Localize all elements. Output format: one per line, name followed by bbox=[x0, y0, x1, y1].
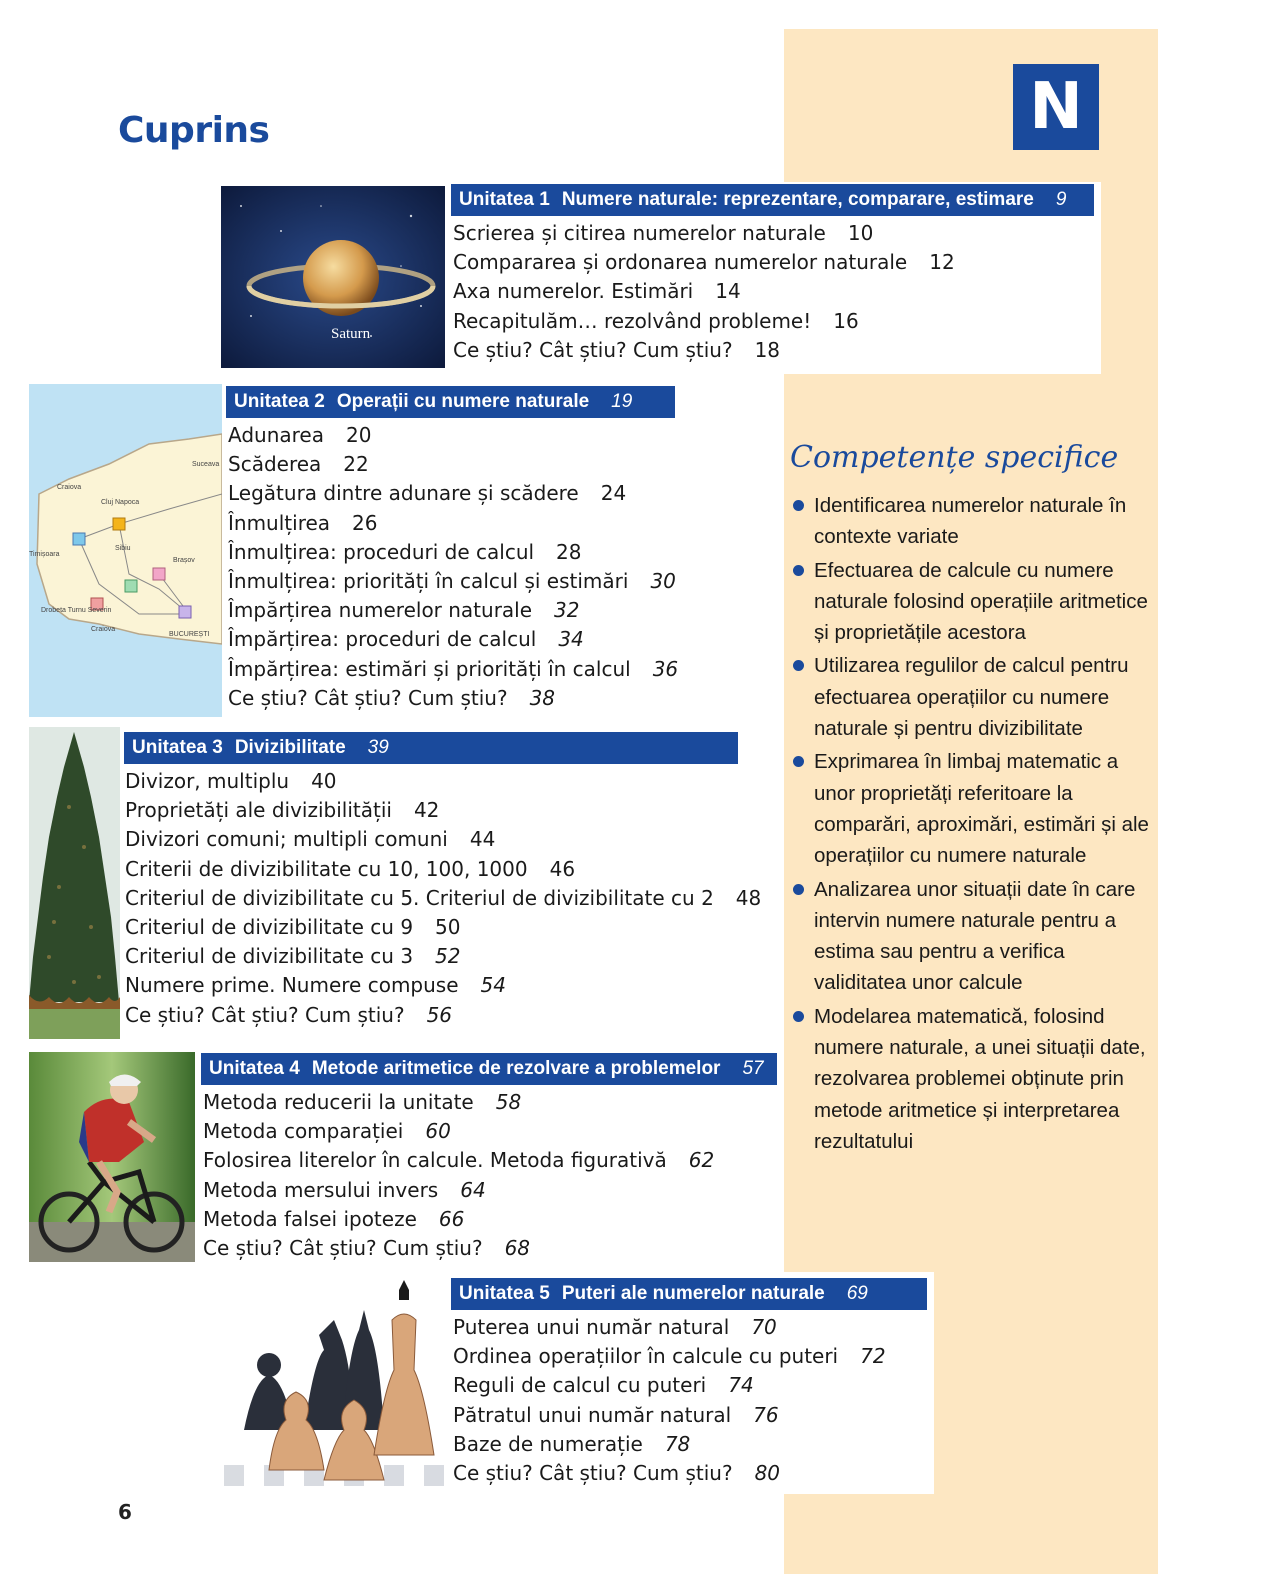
unit-1-label: Unitatea 1 bbox=[459, 189, 550, 210]
list-item: Înmulțirea: priorități în calcul și estimări 30 bbox=[228, 568, 676, 593]
map-label: Brașov bbox=[173, 557, 195, 564]
list-item: Efectuarea de calcule cu numere naturale folosind operațiile aritmetice și proprietățile acestora bbox=[790, 555, 1150, 649]
unit-5-title: Puteri ale numerelor naturale bbox=[561, 1283, 825, 1304]
list-item: Ce știu? Cât știu? Cum știu? 56 bbox=[125, 1002, 453, 1027]
list-item: Împărțirea numerelor naturale 32 bbox=[228, 598, 580, 623]
list-item: Recapitulăm… rezolvând probleme! 16 bbox=[453, 308, 859, 333]
unit-4-label: Unitatea 4 bbox=[209, 1058, 300, 1079]
list-item: Metoda reducerii la unitate 58 bbox=[203, 1090, 522, 1114]
list-item: Metoda mersului invers 64 bbox=[203, 1177, 486, 1202]
unit-5-header bbox=[451, 1278, 927, 1310]
page-title: Cuprins bbox=[118, 110, 270, 151]
list-item: Folosirea literelor în calcule. Metoda figurativă 62 bbox=[203, 1148, 715, 1173]
list-item: Împărțirea: proceduri de calcul 34 bbox=[228, 627, 584, 652]
bullet-icon bbox=[793, 1011, 804, 1022]
list-item: Baze de numerație 78 bbox=[453, 1431, 691, 1456]
list-item: Adunarea 20 bbox=[228, 423, 372, 447]
list-item: Divizor, multiplu 40 bbox=[125, 769, 337, 793]
unit-2-title: Operații cu numere naturale bbox=[336, 391, 590, 412]
map-label: BUCUREȘTI bbox=[169, 631, 210, 638]
list-item: Ordinea operațiilor în calcule cu puteri 72 bbox=[453, 1344, 886, 1369]
unit-4-header bbox=[201, 1053, 777, 1085]
list-item: Înmulțirea 26 bbox=[228, 510, 378, 535]
list-item: Exprimarea în limbaj matematic a unor proprietăți referitoare la comparări, aproximări, estimări și ale operațiilor cu numere naturale bbox=[790, 746, 1150, 871]
cyclist-image bbox=[29, 1052, 195, 1262]
unit-3-title: Divizibilitate bbox=[234, 737, 346, 758]
chess-pieces-image bbox=[224, 1280, 447, 1486]
unit-1-lessons bbox=[453, 219, 955, 365]
unit-5-lessons bbox=[453, 1313, 886, 1488]
list-item: Împărțirea: estimări și priorități în calcul 36 bbox=[228, 656, 679, 681]
unit-2-label: Unitatea 2 bbox=[234, 391, 325, 412]
page-number: 6 bbox=[118, 1500, 132, 1524]
list-item: Criterii de divizibilitate cu 10, 100, 1000 46 bbox=[125, 856, 576, 881]
unit-2-page: 19 bbox=[611, 391, 633, 412]
list-item: Metoda falsei ipoteze 66 bbox=[203, 1206, 465, 1231]
list-item: Scrierea și citirea numerelor naturale 10 bbox=[453, 221, 874, 245]
unit-3-lessons bbox=[125, 767, 761, 1030]
list-item: Legătura dintre adunare și scădere 24 bbox=[228, 481, 627, 506]
list-item: Utilizarea regulilor de calcul pentru efectuarea operațiilor cu numere naturale și pentru divizibilitate bbox=[790, 650, 1150, 744]
unit-3-header bbox=[124, 732, 738, 764]
list-item: Analizarea unor situații date în care intervin numere naturale pentru a estima sau pentru a verifica validitatea unor calcule bbox=[790, 874, 1150, 999]
map-label: Craiova bbox=[91, 626, 116, 633]
list-item: Criteriul de divizibilitate cu 3 52 bbox=[125, 944, 461, 969]
list-item: Metoda comparației 60 bbox=[203, 1119, 451, 1144]
list-item: Scăderea 22 bbox=[228, 452, 369, 477]
map-label: Drobeta Turnu Severin bbox=[41, 607, 112, 614]
unit-1-title: Numere naturale: reprezentare, comparare, estimare bbox=[561, 189, 1034, 210]
list-item: Ce știu? Cât știu? Cum știu? 80 bbox=[453, 1460, 781, 1485]
list-item: Modelarea matematică, folosind numere naturale, a unei situații date, rezolvarea problemei obținute prin metode aritmetice și interpretarea rezultatului bbox=[790, 1001, 1150, 1157]
unit-3-label: Unitatea 3 bbox=[132, 737, 223, 758]
list-item: Divizori comuni; multipli comuni 44 bbox=[125, 827, 496, 852]
unit-2-lessons bbox=[228, 421, 678, 713]
map-label: Timișoara bbox=[29, 551, 60, 558]
unit-5-page: 69 bbox=[846, 1283, 868, 1304]
bullet-icon bbox=[793, 660, 804, 671]
unit-4-lessons bbox=[203, 1088, 714, 1263]
fir-tree-image bbox=[29, 727, 120, 1039]
bullet-icon bbox=[793, 884, 804, 895]
map-label: Suceava bbox=[192, 461, 220, 468]
list-item: Identificarea numerelor naturale în contexte variate bbox=[790, 490, 1150, 553]
competences-list bbox=[790, 490, 1150, 1159]
romania-map-image bbox=[29, 384, 222, 717]
list-item: Proprietăți ale divizibilității 42 bbox=[125, 798, 440, 823]
list-item: Criteriul de divizibilitate cu 5. Criteriul de divizibilitate cu 2 48 bbox=[125, 885, 762, 910]
map-label: Craiova bbox=[57, 484, 82, 491]
list-item: Ce știu? Cât știu? Cum știu? 68 bbox=[203, 1235, 531, 1260]
list-item: Numere prime. Numere compuse 54 bbox=[125, 973, 506, 998]
unit-5-label: Unitatea 5 bbox=[459, 1283, 550, 1304]
list-item: Ce știu? Cât știu? Cum știu? 18 bbox=[453, 337, 781, 362]
map-label: Cluj Napoca bbox=[101, 499, 140, 506]
bullet-icon bbox=[793, 565, 804, 576]
competences-title: Competențe specifice bbox=[790, 440, 1119, 475]
list-item: Ce știu? Cât știu? Cum știu? 38 bbox=[228, 685, 556, 710]
list-item: Pătratul unui număr natural 76 bbox=[453, 1402, 779, 1427]
corner-letter-badge: N bbox=[1013, 64, 1099, 150]
list-item: Compararea și ordonarea numerelor naturale 12 bbox=[453, 250, 955, 275]
unit-1-page: 9 bbox=[1055, 189, 1067, 210]
unit-2-header bbox=[226, 386, 675, 418]
unit-4-page: 57 bbox=[742, 1058, 764, 1079]
unit-1-header bbox=[451, 184, 1094, 216]
saturn-image bbox=[221, 186, 445, 368]
list-item: Înmulțirea: proceduri de calcul 28 bbox=[228, 539, 582, 564]
list-item: Criteriul de divizibilitate cu 9 50 bbox=[125, 914, 461, 939]
saturn-caption: Saturn bbox=[331, 326, 371, 342]
unit-3-page: 39 bbox=[367, 737, 389, 758]
list-item: Reguli de calcul cu puteri 74 bbox=[453, 1373, 754, 1398]
bullet-icon bbox=[793, 756, 804, 767]
unit-4-title: Metode aritmetice de rezolvare a problemelor bbox=[311, 1058, 721, 1079]
map-label: Sibiu bbox=[115, 545, 131, 552]
list-item: Puterea unui număr natural 70 bbox=[453, 1315, 777, 1339]
bullet-icon bbox=[793, 500, 804, 511]
list-item: Axa numerelor. Estimări 14 bbox=[453, 279, 741, 304]
